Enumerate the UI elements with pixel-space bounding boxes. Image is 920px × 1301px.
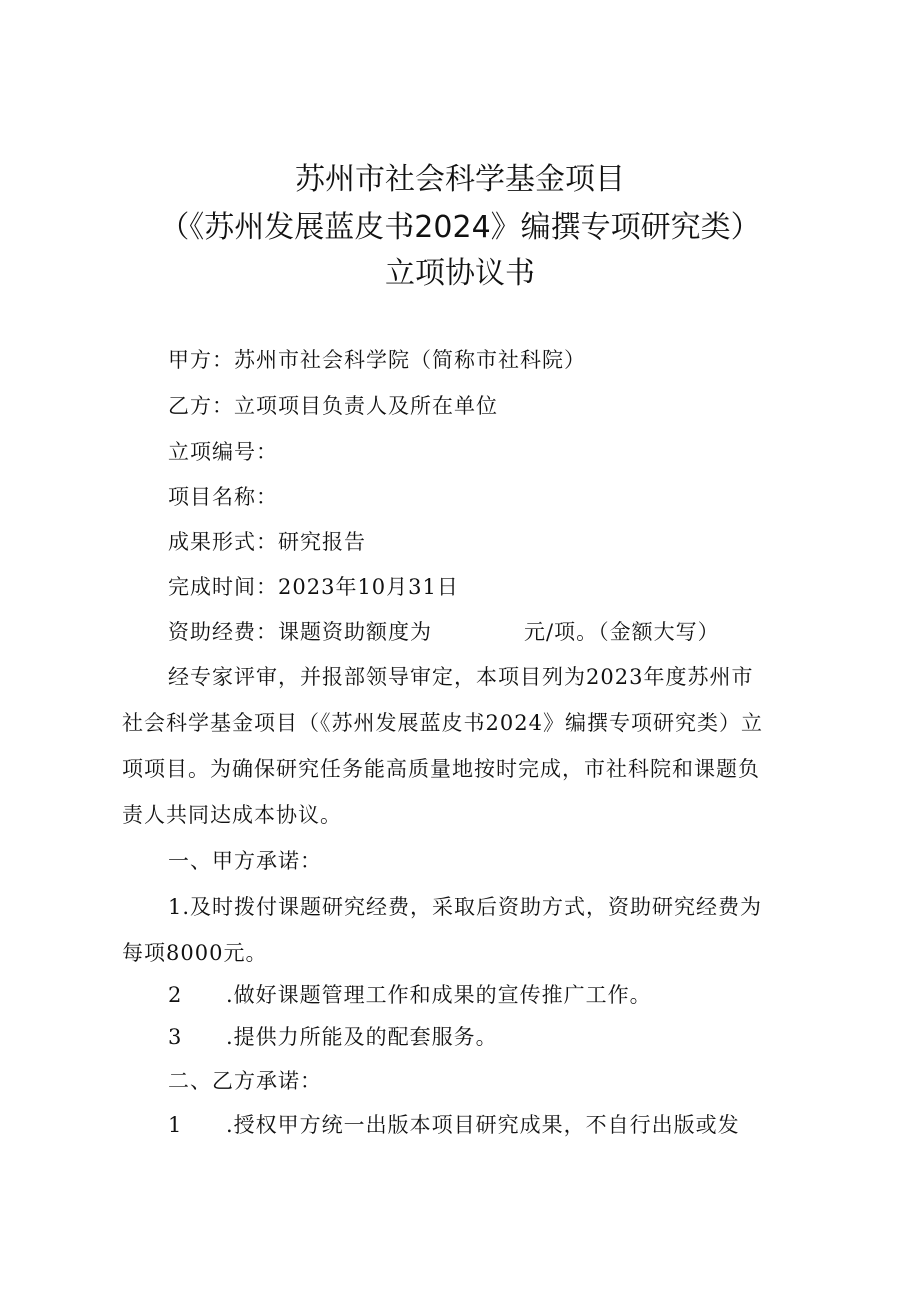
completion-time-field: 完成时间：2023年10月31日 [168, 575, 459, 599]
document-title-line-3: 立项协议书 [385, 256, 535, 291]
item-text: .授权甲方统一出版本项目研究成果，不自行出版或发 [226, 1113, 740, 1137]
party-b-field: 乙方：立项项目负责人及所在单位 [168, 394, 498, 418]
funding-field [168, 617, 720, 647]
section-1-heading: 一、甲方承诺： [168, 849, 322, 873]
intro-paragraph-line-4: 责人共同达成本协议。 [122, 803, 342, 827]
section-2-heading: 二、乙方承诺： [168, 1069, 322, 1093]
section-2-item-1 [168, 1110, 740, 1140]
item-number: 2 [168, 983, 183, 1007]
intro-paragraph-line-3: 项项目。为确保研究任务能高质量地按时完成，市社科院和课题负 [122, 757, 760, 781]
item-text: .做好课题管理工作和成果的宣传推广工作。 [226, 983, 652, 1007]
project-name-field: 项目名称： [168, 485, 278, 509]
funding-suffix: 元/项。（金额大写） [524, 620, 720, 644]
funding-prefix: 资助经费：课题资助额度为 [168, 620, 432, 644]
item-text: .提供力所能及的配套服务。 [226, 1025, 498, 1049]
document-title-line-2: （《苏州发展蓝皮书2024》编撰专项研究类） [159, 210, 761, 245]
intro-paragraph-line-1: 经专家评审，并报部领导审定，本项目列为2023年度苏州市 [168, 665, 754, 689]
party-a-field: 甲方：苏州市社会科学院（简称市社科院） [168, 348, 586, 372]
item-number: 1 [168, 1113, 183, 1137]
document-title-line-1: 苏州市社会科学基金项目 [295, 162, 625, 197]
project-number-field: 立项编号： [168, 440, 278, 464]
section-1-item-1-line-2: 每项8000元。 [122, 941, 268, 965]
section-1-item-2 [168, 980, 652, 1010]
item-number: 3 [168, 1025, 183, 1049]
section-1-item-3 [168, 1022, 498, 1052]
result-form-field: 成果形式：研究报告 [168, 530, 366, 554]
section-1-item-1-line-1: 1.及时拨付课题研究经费，采取后资助方式，资助研究经费为 [168, 895, 763, 919]
intro-paragraph-line-2: 社会科学基金项目（《苏州发展蓝皮书2024》编撰专项研究类）立 [122, 711, 763, 735]
